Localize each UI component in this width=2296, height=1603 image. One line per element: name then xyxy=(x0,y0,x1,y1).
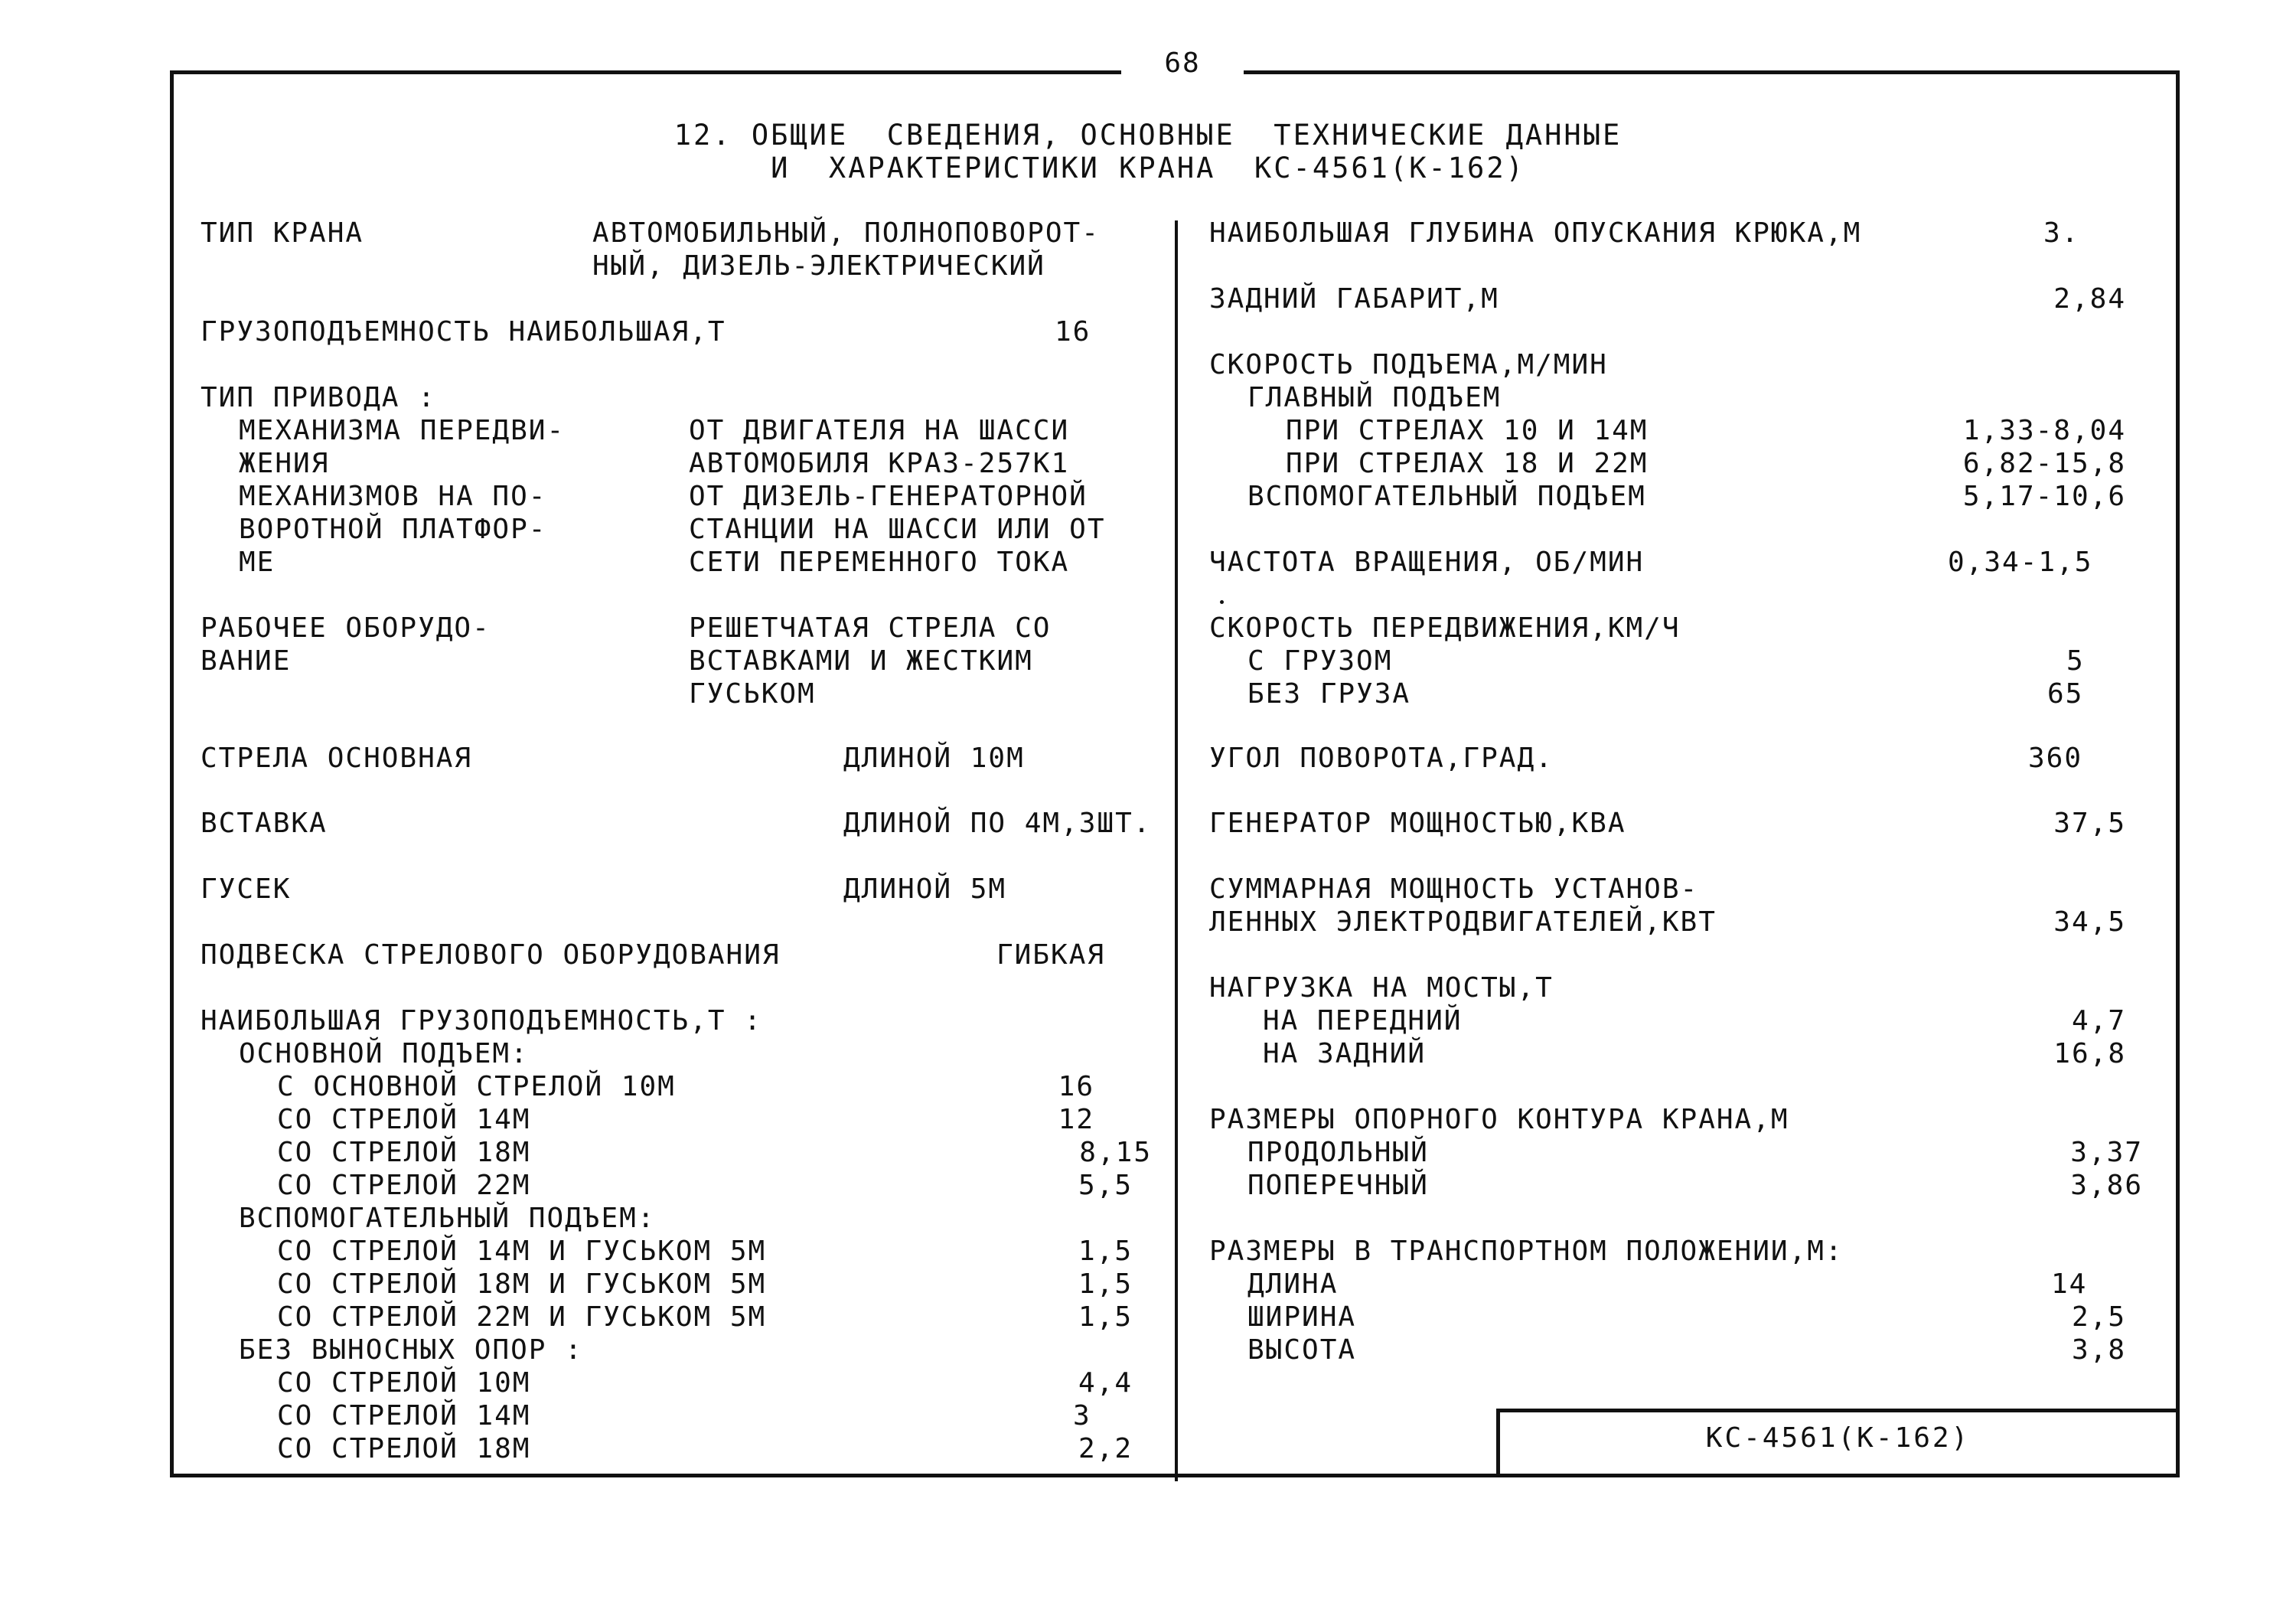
no-outrigger-row-label: СО СТРЕЛОЙ 18М xyxy=(277,1433,531,1464)
motors-power-label-2: ЛЕННЫХ ЭЛЕКТРОДВИГАТЕЛЕЙ,КВТ xyxy=(1209,906,1717,938)
insert-value: ДЛИНОЙ ПО 4М,3ШТ. xyxy=(843,808,1152,839)
equipment-value-3: ГУСЬКОМ xyxy=(689,678,816,710)
rear-clearance-label: ЗАДНИЙ ГАБАРИТ,М xyxy=(1209,283,1499,315)
generator-value: 37,5 xyxy=(2053,808,2126,839)
transverse-value: 3,86 xyxy=(2070,1170,2143,1201)
no-outrigger-row-value: 3 xyxy=(1073,1400,1091,1432)
transverse-label: ПОПЕРЕЧНЫЙ xyxy=(1247,1170,1429,1201)
motors-power-label-1: СУММАРНАЯ МОЩНОСТЬ УСТАНОВ- xyxy=(1209,873,1699,905)
capacity-max-label: ГРУЗОПОДЪЕМНОСТЬ НАИБОЛЬШАЯ,Т xyxy=(201,316,726,348)
jib-label: ГУСЕК xyxy=(201,873,292,905)
stray-mark xyxy=(1220,600,1224,604)
insert-label: ВСТАВКА xyxy=(201,808,328,839)
crane-type-value-1: АВТОМОБИЛЬНЫЙ, ПОЛНОПОВОРОТ- xyxy=(592,217,1100,249)
front-axle-label: НА ПЕРЕДНИЙ xyxy=(1263,1005,1463,1037)
aux-lift-speed-label: ВСПОМОГАТЕЛЬНЫЙ ПОДЪЕМ xyxy=(1247,481,1646,512)
no-outrigger-row-label: СО СТРЕЛОЙ 14М xyxy=(277,1400,531,1432)
main-row-value: 8,15 xyxy=(1079,1137,1152,1168)
aux-row-label: СО СТРЕЛОЙ 18М И ГУСЬКОМ 5М xyxy=(277,1268,767,1300)
lift-10-14-value: 1,33-8,04 xyxy=(1962,415,2126,446)
jib-value: ДЛИНОЙ 5М xyxy=(843,873,1007,905)
drive-platform-label-3: МЕ xyxy=(239,547,276,578)
right-main-lift-label: ГЛАВНЫЙ ПОДЪЕМ xyxy=(1247,382,1502,413)
page-number: 68 xyxy=(1164,47,1201,79)
aux-row-label: СО СТРЕЛОЙ 22М И ГУСЬКОМ 5М xyxy=(277,1301,767,1333)
main-lift-label: ОСНОВНОЙ ПОДЪЕМ: xyxy=(239,1038,529,1069)
drive-type-label: ТИП ПРИВОДА : xyxy=(201,382,436,413)
rear-axle-value: 16,8 xyxy=(2053,1038,2126,1069)
crane-type-label: ТИП КРАНА xyxy=(201,217,364,249)
longitudinal-label: ПРОДОЛЬНЫЙ xyxy=(1247,1137,1429,1168)
lift-18-22-value: 6,82-15,8 xyxy=(1962,448,2126,479)
with-load-label: С ГРУЗОМ xyxy=(1247,645,1393,677)
aux-row-value: 1,5 xyxy=(1078,1301,1133,1333)
equipment-label-1: РАБОЧЕЕ ОБОРУДО- xyxy=(201,612,491,644)
boom-value: ДЛИНОЙ 10М xyxy=(843,743,1025,774)
equipment-value-2: ВСТАВКАМИ И ЖЕСТКИМ xyxy=(689,645,1033,677)
main-row-value: 16 xyxy=(1058,1071,1094,1102)
drive-move-label-2: ЖЕНИЯ xyxy=(239,448,330,479)
no-outrigger-row-label: СО СТРЕЛОЙ 10М xyxy=(277,1367,531,1399)
hook-depth-label: НАИБОЛЬШАЯ ГЛУБИНА ОПУСКАНИЯ КРЮКА,М xyxy=(1209,217,1862,249)
rotation-freq-label: ЧАСТОТА ВРАЩЕНИЯ, ОБ/МИН xyxy=(1209,547,1645,578)
aux-lift-label: ВСПОМОГАТЕЛЬНЫЙ ПОДЪЕМ: xyxy=(239,1203,656,1234)
max-capacity-label: НАИБОЛЬШАЯ ГРУЗОПОДЪЕМНОСТЬ,Т : xyxy=(201,1005,762,1037)
with-load-value: 5 xyxy=(2066,645,2085,677)
equipment-label-2: ВАНИЕ xyxy=(201,645,292,677)
main-row-value: 12 xyxy=(1058,1104,1094,1135)
no-outrigger-row-value: 2,2 xyxy=(1078,1433,1133,1464)
equipment-value-1: РЕШЕТЧАТАЯ СТРЕЛА СО xyxy=(689,612,1052,644)
rear-axle-label: НА ЗАДНИЙ xyxy=(1263,1038,1427,1069)
aux-lift-speed-value: 5,17-10,6 xyxy=(1962,481,2126,512)
generator-label: ГЕНЕРАТОР МОЩНОСТЬЮ,КВА xyxy=(1209,808,1626,839)
transport-dims-label: РАЗМЕРЫ В ТРАНСПОРТНОМ ПОЛОЖЕНИИ,М: xyxy=(1209,1236,1844,1267)
drive-platform-value-3: СЕТИ ПЕРЕМЕННОГО ТОКА xyxy=(689,547,1070,578)
drive-move-value-1: ОТ ДВИГАТЕЛЯ НА ШАССИ xyxy=(689,415,1070,446)
no-outriggers-label: БЕЗ ВЫНОСНЫХ ОПОР : xyxy=(239,1334,583,1366)
boom-label: СТРЕЛА ОСНОВНАЯ xyxy=(201,743,473,774)
capacity-max-value: 16 xyxy=(1055,316,1091,348)
width-label: ШИРИНА xyxy=(1247,1301,1357,1333)
drive-platform-label-2: ВОРОТНОЙ ПЛАТФОР- xyxy=(239,514,547,545)
main-row-label: СО СТРЕЛОЙ 22М xyxy=(277,1170,531,1201)
longitudinal-value: 3,37 xyxy=(2070,1137,2143,1168)
column-divider xyxy=(1175,220,1178,1481)
lift-10-14-label: ПРИ СТРЕЛАХ 10 И 14М xyxy=(1286,415,1649,446)
suspension-value: ГИБКАЯ xyxy=(996,939,1106,971)
hook-depth-value: 3. xyxy=(2043,217,2080,249)
aux-row-label: СО СТРЕЛОЙ 14М И ГУСЬКОМ 5М xyxy=(277,1236,767,1267)
aux-row-value: 1,5 xyxy=(1078,1236,1133,1267)
width-value: 2,5 xyxy=(2071,1301,2126,1333)
main-row-label: С ОСНОВНОЙ СТРЕЛОЙ 10М xyxy=(277,1071,676,1102)
axle-load-label: НАГРУЗКА НА МОСТЫ,Т xyxy=(1209,972,1554,1004)
lift-speed-label: СКОРОСТЬ ПОДЪЕМА,М/МИН xyxy=(1209,349,1608,380)
length-label: ДЛИНА xyxy=(1247,1268,1339,1300)
front-axle-value: 4,7 xyxy=(2071,1005,2126,1037)
aux-row-value: 1,5 xyxy=(1078,1268,1133,1300)
main-row-label: СО СТРЕЛОЙ 18М xyxy=(277,1137,531,1168)
height-label: ВЫСОТА xyxy=(1247,1334,1357,1366)
length-value: 14 xyxy=(2051,1268,2088,1300)
drive-move-label-1: МЕХАНИЗМА ПЕРЕДВИ- xyxy=(239,415,566,446)
main-row-value: 5,5 xyxy=(1078,1170,1133,1201)
drive-platform-label-1: МЕХАНИЗМОВ НА ПО- xyxy=(239,481,547,512)
travel-speed-label: СКОРОСТЬ ПЕРЕДВИЖЕНИЯ,КМ/Ч xyxy=(1209,612,1681,644)
height-value: 3,8 xyxy=(2071,1334,2126,1366)
rotation-freq-value: 0,34-1,5 xyxy=(1948,547,2093,578)
no-outrigger-row-value: 4,4 xyxy=(1078,1367,1133,1399)
motors-power-value: 34,5 xyxy=(2053,906,2126,938)
support-contour-label: РАЗМЕРЫ ОПОРНОГО КОНТУРА КРАНА,М xyxy=(1209,1104,1789,1135)
title-line-2: И ХАРАКТЕРИСТИКИ КРАНА КС-4561(К-162) xyxy=(771,152,1525,184)
swing-angle-value: 360 xyxy=(2028,743,2083,774)
title-line-1: 12. ОБЩИЕ СВЕДЕНИЯ, ОСНОВНЫЕ ТЕХНИЧЕСКИЕ ДАННЫЕ xyxy=(673,119,1623,152)
title-block-code: КС-4561(К-162) xyxy=(1705,1422,1971,1454)
swing-angle-label: УГОЛ ПОВОРОТА,ГРАД. xyxy=(1209,743,1554,774)
drive-platform-value-1: ОТ ДИЗЕЛЬ-ГЕНЕРАТОРНОЙ xyxy=(689,481,1088,512)
without-load-label: БЕЗ ГРУЗА xyxy=(1247,678,1411,710)
suspension-label: ПОДВЕСКА СТРЕЛОВОГО ОБОРУДОВАНИЯ xyxy=(201,939,781,971)
crane-type-value-2: НЫЙ, ДИЗЕЛЬ-ЭЛЕКТРИЧЕСКИЙ xyxy=(592,250,1045,282)
main-row-label: СО СТРЕЛОЙ 14М xyxy=(277,1104,531,1135)
drive-platform-value-2: СТАНЦИИ НА ШАССИ ИЛИ ОТ xyxy=(689,514,1106,545)
without-load-value: 65 xyxy=(2047,678,2084,710)
rear-clearance-value: 2,84 xyxy=(2053,283,2126,315)
lift-18-22-label: ПРИ СТРЕЛАХ 18 И 22М xyxy=(1286,448,1649,479)
drive-move-value-2: АВТОМОБИЛЯ КРАЗ-257К1 xyxy=(689,448,1070,479)
